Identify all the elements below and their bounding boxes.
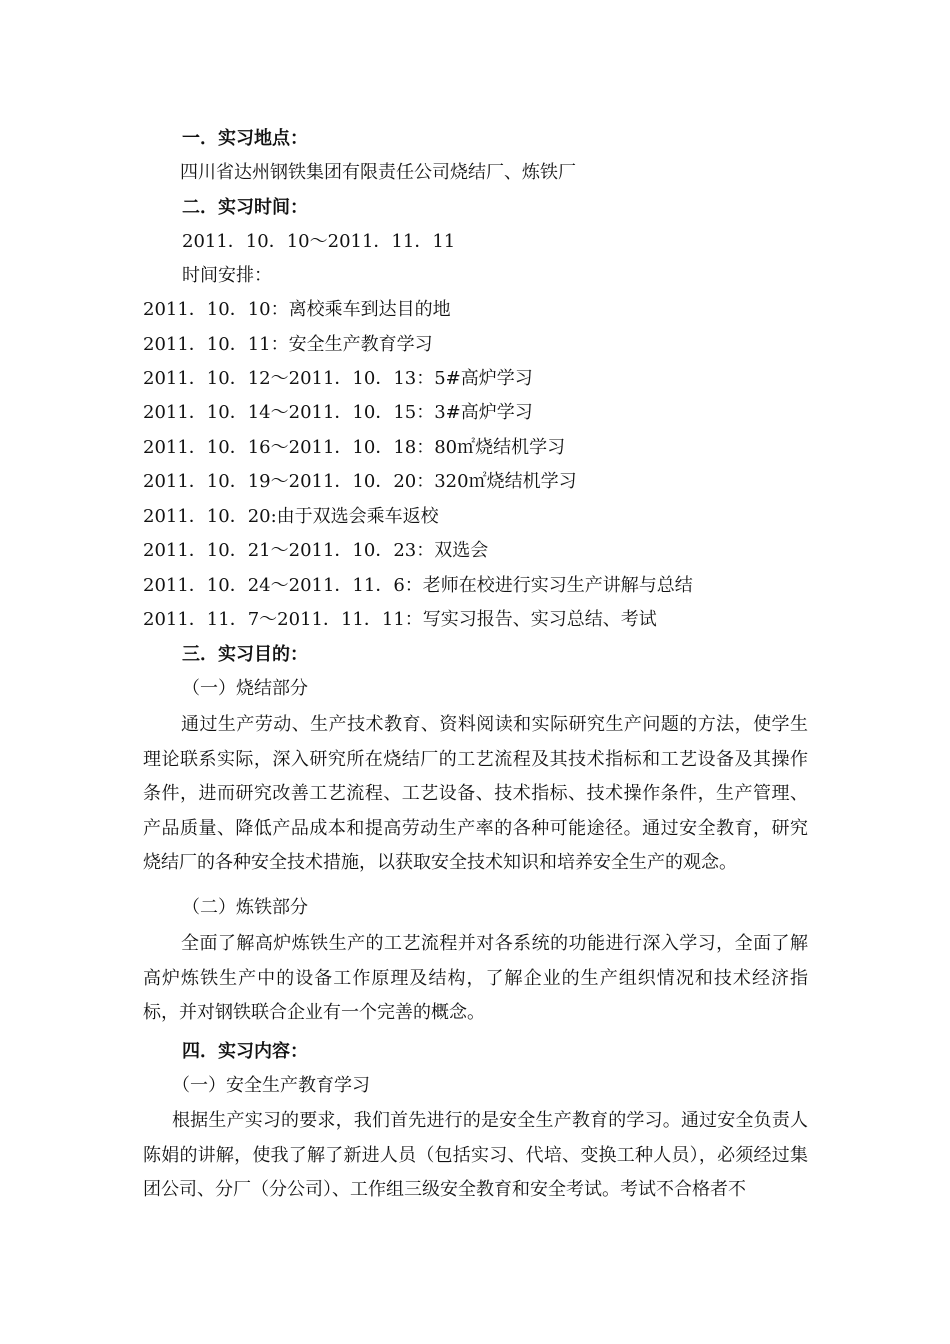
schedule-item: 2011．10．16～2011．10．18：80㎡烧结机学习 (143, 437, 566, 458)
schedule-item: 2011．11．7～2011．11．11：写实习报告、实习总结、考试 (143, 609, 657, 630)
time-range: 2011．10．10～2011．11．11 (182, 231, 456, 252)
schedule-item: 2011．10．10：离校乘车到达目的地 (143, 299, 451, 320)
schedule-title: 时间安排： (182, 265, 272, 286)
subsection-title-safety: （一）安全生产教育学习 (172, 1075, 370, 1096)
location-text: 四川省达州钢铁集团有限责任公司烧结厂、炼铁厂 (180, 162, 576, 183)
schedule-item: 2011．10．12～2011．10．13：5#高炉学习 (143, 368, 533, 389)
sinter-paragraph: 通过生产劳动、生产技术教育、资料阅读和实际研究生产问题的方法，使学生理论联系实际，深入研究所在烧结厂的工艺流程及其技术指标和工艺设备及其操作条件，进而研究改善工艺流程、工艺设备、技术指标、技术操作条件，生产管理、产品质量、降低产品成本和提高劳动生产率的各种可能途径。通过安全教育，研究烧结厂的各种安全技术措施，以获取安全技术知识和培养安全生产的观念。 (143, 714, 808, 873)
subsection-title-sinter: （一）烧结部分 (182, 678, 308, 699)
section-heading-location: 一．实习地点： (182, 128, 308, 149)
schedule-item: 2011．10．24～2011．11．6：老师在校进行实习生产讲解与总结 (143, 575, 693, 596)
schedule-item: 2011．10．20:由于双选会乘车返校 (143, 506, 439, 527)
section-heading-purpose: 三．实习目的： (182, 644, 308, 665)
schedule-item: 2011．10．11：安全生产教育学习 (143, 334, 433, 355)
schedule-item: 2011．10．14～2011．10．15：3#高炉学习 (143, 402, 533, 423)
subsection-title-iron: （二）炼铁部分 (182, 897, 308, 918)
iron-paragraph: 全面了解高炉炼铁生产的工艺流程并对各系统的功能进行深入学习，全面了解高炉炼铁生产中的设备工作原理及结构，了解企业的生产组织情况和技术经济指标，并对钢铁联合企业有一个完善的概念。 (143, 933, 808, 1023)
section-heading-content: 四．实习内容： (182, 1041, 308, 1062)
safety-paragraph: 根据生产实习的要求，我们首先进行的是安全生产教育的学习。通过安全负责人陈娟的讲解，使我了解了新进人员（包括实习、代培、变换工种人员），必须经过集团公司、分厂（分公司）、工作组三级安全教育和安全考试。考试不合格者不 (143, 1110, 808, 1200)
schedule-item: 2011．10．21～2011．10．23：双选会 (143, 540, 489, 561)
schedule-item: 2011．10．19～2011．10．20：320㎡烧结机学习 (143, 471, 577, 492)
section-heading-time: 二．实习时间： (182, 197, 308, 218)
